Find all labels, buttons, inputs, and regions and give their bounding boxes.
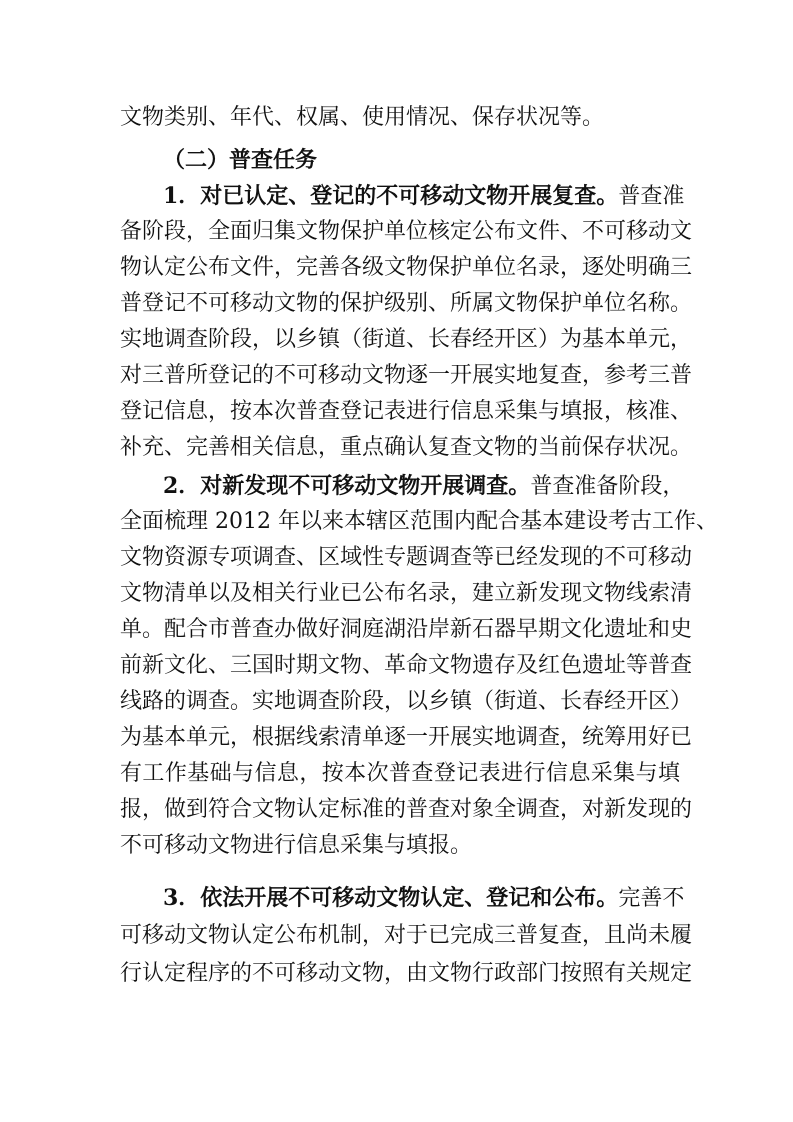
text-line: 报，做到符合文物认定标准的普查对象全调查，对新发现的 (120, 797, 693, 822)
paragraph-first-line (163, 466, 685, 506)
text-line: 可移动文物认定公布机制，对于已完成三普复查，且尚未履 (120, 923, 693, 948)
item-heading: 3．依法开展不可移动文物认定、登记和公布。 (163, 885, 619, 911)
text-line: 登记信息，按本次普查登记表进行信息采集与填报，核准、 (120, 399, 693, 424)
item-heading: 2．对新发现不可移动文物开展调查。 (163, 473, 531, 499)
text-line: 前新文化、三国时期文物、革命文物遗存及红色遗址等普查 (120, 653, 693, 678)
text-line: 备阶段，全面归集文物保护单位核定公布文件、不可移动文 (120, 219, 693, 244)
text-line: 补充、完善相关信息，重点确认复查文物的当前保存状况。 (120, 435, 693, 460)
text-line: 文物清单以及相关行业已公布名录，建立新发现文物线索清 (120, 581, 693, 606)
text-line: 线路的调查。实地调查阶段，以乡镇（街道、长春经开区） (120, 689, 693, 714)
text-run: 普查准 (618, 184, 685, 209)
text-line: 文物类别、年代、权属、使用情况、保存状况等。 (120, 105, 605, 130)
text-line: 为基本单元，根据线索清单逐一开展实地调查，统筹用好已 (120, 725, 693, 750)
paragraph-first-line (163, 176, 685, 216)
paragraph-first-line (163, 878, 685, 918)
text-line: 对三普所登记的不可移动文物逐一开展实地复查，参考三普 (120, 363, 693, 388)
text-run: 普查准备阶段， (530, 474, 685, 499)
section-heading: （二）普查任务 (163, 147, 318, 173)
text-line: 实地调查阶段，以乡镇（街道、长春经开区）为基本单元， (120, 327, 693, 352)
text-line: 物认定公布文件，完善各级文物保护单位名录，逐处明确三 (120, 255, 693, 280)
text-line: 行认定程序的不可移动文物，由文物行政部门按照有关规定 (120, 961, 693, 986)
text-run: 完善不 (618, 886, 685, 911)
text-line: 普登记不可移动文物的保护级别、所属文物保护单位名称。 (120, 291, 693, 316)
text-line: 单。配合市普查办做好洞庭湖沿岸新石器早期文化遗址和史 (120, 617, 693, 642)
text-line: 有工作基础与信息，按本次普查登记表进行信息采集与填 (120, 761, 680, 786)
text-line: 不可移动文物进行信息采集与填报。 (120, 833, 473, 858)
text-line: 文物资源专项调查、区域性专题调查等已经发现的不可移动 (120, 545, 693, 570)
text-line: 全面梳理 2012 年以来本辖区范围内配合基本建设考古工作、 (120, 509, 718, 534)
item-heading: 1．对已认定、登记的不可移动文物开展复查。 (163, 183, 619, 209)
